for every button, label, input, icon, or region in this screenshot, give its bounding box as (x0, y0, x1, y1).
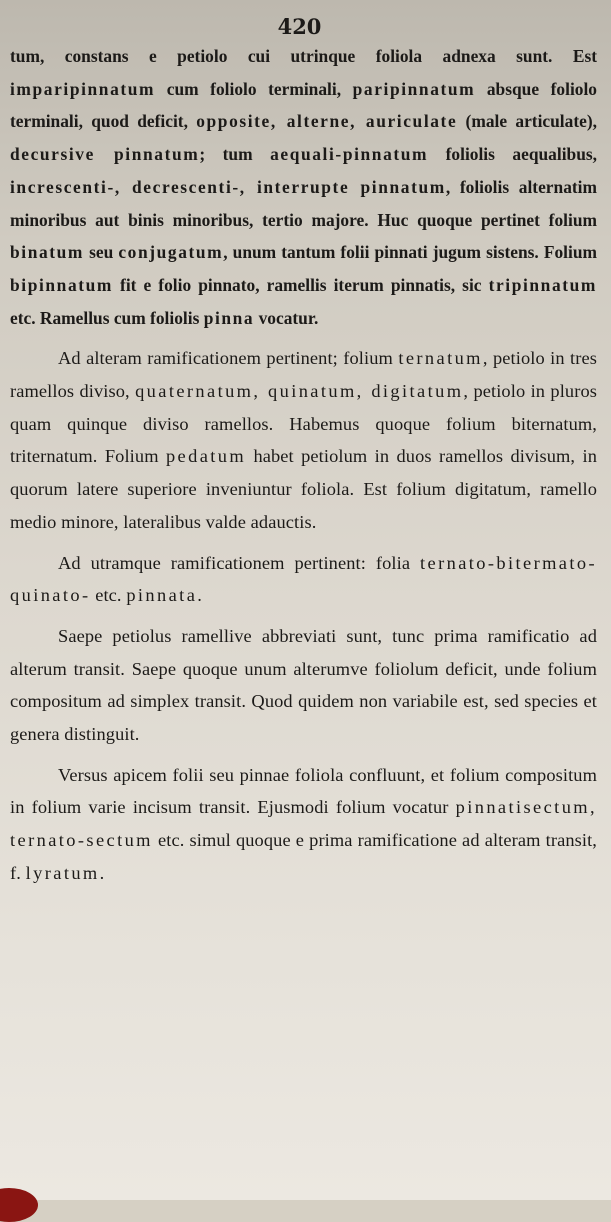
text-run: (male articulate), (457, 111, 597, 132)
text-run: absque foliolo terminali, quod deficit, (10, 78, 597, 132)
text-run: , foliolis alternatim minoribus aut binis minoribus, tertio majore. Huc quoque pertinet folium (10, 176, 597, 230)
spaced-term: pinnatisectum, ternato-sectum (10, 797, 597, 851)
text-body (10, 40, 597, 890)
text-run: . (197, 585, 202, 606)
spaced-term: tripinnatum (488, 274, 597, 295)
text-run: . (99, 862, 105, 883)
text-run: etc. Ramellus cum foliolis (10, 307, 204, 328)
text-run: cum foliolo terminali, (155, 78, 353, 99)
text-run: , petiolo in pluros quam quinque diviso ramellos. Habemus quoque folium biternatum, triternatum. Folium (10, 381, 597, 467)
spaced-term: lyratum (25, 862, 100, 883)
spaced-term: conjugatum (118, 242, 224, 263)
paragraph-1 (10, 40, 597, 334)
page-number: 420 (277, 14, 322, 39)
paragraph-4 (10, 620, 597, 751)
spaced-term: decursive pinnatum (10, 144, 200, 165)
spaced-term: pedatum (165, 446, 247, 467)
text-run: etc. simul quoque e prima ramificatione ad alteram transit, f. (10, 830, 597, 883)
spaced-term: ternato-bitermato-quinato- (10, 552, 597, 606)
text-run: ; tum (199, 144, 271, 165)
spaced-term: opposite, alterne, auriculate (196, 111, 458, 132)
spaced-term: ternatum (398, 348, 483, 369)
spaced-term: aequali-pinnatum (270, 144, 429, 165)
spaced-term: pinnata (126, 585, 198, 606)
paragraph-3 (10, 547, 597, 612)
text-run: Saepe petiolus ramellive abbreviati sunt, tunc prima ramificatio ad alterum transit. Saepe quoque unum alterumve foliolum deficit, unde folium compositum ad simplex transit. Quod quidem non variabile est, sed species et genera distinguit. (10, 625, 597, 745)
page-corner-mark (0, 1188, 38, 1222)
text-run: vocatur. (254, 307, 319, 328)
text-run: habet petiolum in duos ramellos divisum, in quorum latere superiore inveniuntur foliola. Est folium digitatum, ramello medio minore, lateralibus valde adauctis. (10, 446, 597, 532)
spaced-term: quaternatum, quinatum, digitatum (135, 381, 464, 402)
text-run: fit e folio pinnato, ramellis iterum pinnatis, sic (113, 274, 489, 295)
text-run: tum, constans e petiolo cui utrinque foliola adnexa sunt. Est (10, 46, 597, 66)
spaced-term: imparipinnatum (10, 78, 156, 99)
text-run: seu (84, 242, 119, 263)
paragraph-5 (10, 759, 597, 890)
spaced-term: binatum (10, 242, 85, 263)
text-run: Ad alteram ramificationem pertinent; folium (58, 348, 399, 369)
paragraph-2 (10, 342, 597, 538)
text-run: Versus apicem folii seu pinnae foliola confluunt, et folium compositum in folium varie incisum transit. Ejusmodi folium vocatur (10, 764, 597, 818)
spaced-term: bipinnatum (10, 274, 113, 295)
spaced-term: increscenti-, decrescenti-, interrupte pinnatum (10, 176, 446, 197)
text-run: foliolis aequalibus, (428, 144, 597, 165)
text-run: Ad utramque ramificationem pertinent: folia (58, 552, 421, 573)
spaced-term: pinna (203, 307, 255, 328)
text-run: etc. (90, 585, 127, 606)
text-run: , petiolo in tres ramellos diviso, (10, 348, 597, 402)
spaced-term: paripinnatum (352, 78, 476, 99)
text-run: , unum tantum folii pinnati jugum sistens. Folium (223, 242, 597, 263)
